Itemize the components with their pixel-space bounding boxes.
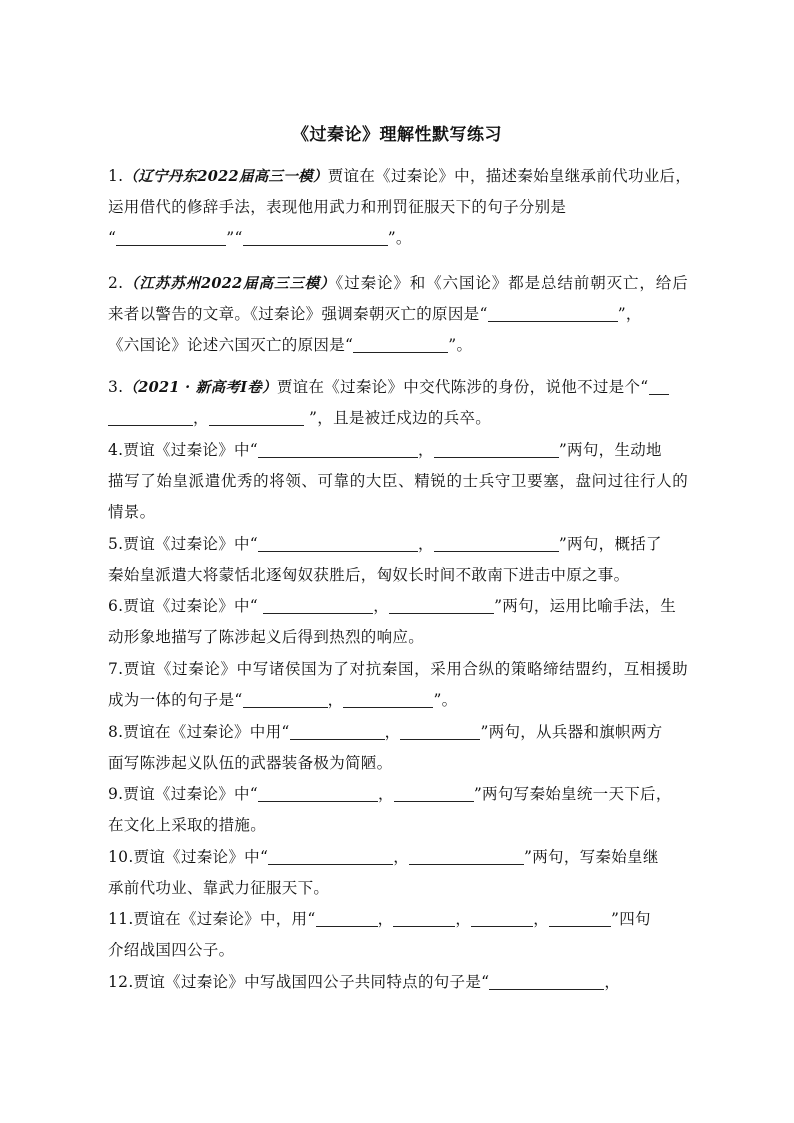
q3-source: （2021 · 新高考Ⅰ卷） [123,379,277,396]
question-3: 3.（2021 · 新高考Ⅰ卷）贾谊在《过秦论》中交代陈涉的身份，说他不过是个“ ， ”，且是被迁戍边的兵卒。 [108,372,688,434]
question-1: 1.（辽宁丹东2022届高三一模）贾谊在《过秦论》中，描述秦始皇继承前代功业后， 运用借代的修辞手法，表现他用武力和刑罚征服天下的句子分别是 “ ”“ ”。 [108,161,688,254]
answer-blank[interactable] [389,596,494,614]
question-8: 8.贾谊在《过秦论》中用“ ， ”两句，从兵器和旗帜两方 面写陈涉起义队伍的武器装备极为简陋。 [108,723,663,772]
answer-blank[interactable] [243,690,328,708]
q2-source: （江苏苏州2022届高三三模） [123,275,336,292]
answer-blank[interactable] [343,690,433,708]
answer-blank[interactable] [108,408,193,426]
question-10: 10.贾谊《过秦论》中“ ， ”两句，写秦始皇继 承前代功业、靠武力征服天下。 [108,848,659,897]
answer-blank[interactable] [263,596,373,614]
page-title: 《过秦论》理解性默写练习 [292,125,502,145]
answer-blank[interactable] [409,847,524,865]
question-5: 5.贾谊《过秦论》中“ ， ”两句，概括了 秦始皇派遣大将蒙恬北逐匈奴获胜后，匈奴长时间不敢南下进击中原之事。 [108,535,662,584]
answer-blank[interactable] [268,847,393,865]
answer-blank[interactable] [394,784,474,802]
question-4: 4.贾谊《过秦论》中“ ， ”两句，生动地 描写了始皇派遣优秀的将领、可靠的大臣、精锐的士兵守卫要塞，盘问过往行人的 情景。 [108,441,688,521]
answer-blank[interactable] [258,440,418,458]
question-9: 9.贾谊《过秦论》中“ ， ”两句写秦始皇统一天下后， 在文化上采取的措施。 [108,785,672,834]
question-12: 12.贾谊《过秦论》中写战国四公子共同特点的句子是“ ， [108,973,621,991]
answer-blank[interactable] [258,784,378,802]
answer-blank[interactable] [290,722,385,740]
answer-blank[interactable] [488,304,618,322]
question-2: 2.（江苏苏州2022届高三三模）《过秦论》和《六国论》都是总结前朝灭亡，给后 来者以警告的文章。《过秦论》强调秦朝灭亡的原因是“ ”， 《六国论》论述六国灭亡的原因是“ ”。 [108,274,688,354]
answer-blank[interactable] [258,534,418,552]
answer-blank[interactable] [549,909,611,927]
q1-line1: 1.（辽宁丹东2022届高三一模）贾谊在《过秦论》中，描述秦始皇继承前代功业后， [108,167,692,185]
answer-blank[interactable] [243,228,388,246]
answer-blank[interactable] [353,335,448,353]
answer-blank[interactable] [649,377,669,395]
answer-blank[interactable] [316,909,378,927]
q1-source: （辽宁丹东2022届高三一模） [123,168,328,185]
answer-blank[interactable] [116,228,226,246]
answer-blank[interactable] [434,534,559,552]
answer-blank[interactable] [400,722,480,740]
answer-blank[interactable] [471,909,533,927]
question-6: 6.贾谊《过秦论》中“ ， ”两句，运用比喻手法，生 动形象地描写了陈涉起义后得到热烈的响应。 [108,597,677,646]
answer-blank[interactable] [434,440,559,458]
answer-blank[interactable] [209,408,304,426]
answer-blank[interactable] [393,909,455,927]
answer-blank[interactable] [489,972,604,990]
question-7: 7.贾谊《过秦论》中写诸侯国为了对抗秦国，采用合纵的策略缔结盟约，互相援助 成为一体的句子是“ ， ”。 [108,660,688,709]
question-11: 11.贾谊在《过秦论》中，用“ ， ， ， ”四句 介绍战国四公子。 [108,910,651,959]
